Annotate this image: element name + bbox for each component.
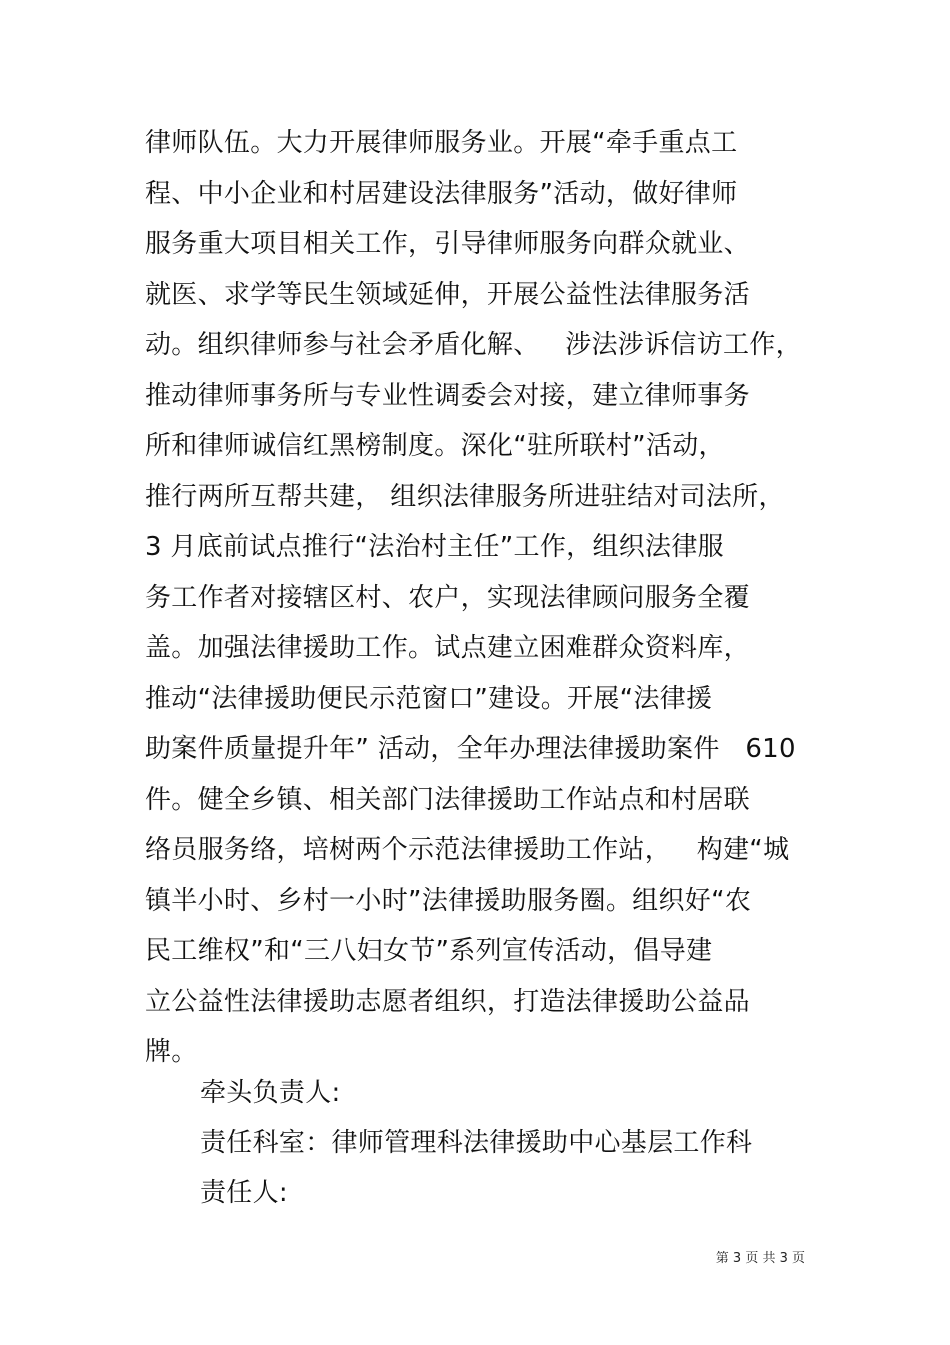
paragraph-line: 律师队伍。大力开展律师服务业。开展“牵手重点工 [145, 128, 738, 158]
paragraph-line: 络员服务络，培树两个示范法律援助工作站， 构建“城 [145, 835, 790, 865]
paragraph-line: 推行两所互帮共建， 组织法律服务所进驻结对司法所， [145, 481, 785, 512]
paragraph-line: 助案件质量提升年” 活动，全年办理法律援助案件 610 [145, 734, 796, 764]
paragraph-line: 3 月底前试点推行“法治村主任”工作，组织法律服 [145, 532, 724, 562]
paragraph-line: 立公益性法律援助志愿者组织，打造法律援助公益品 [145, 986, 750, 1017]
paragraph-line: 所和律师诚信红黑榜制度。深化“驻所联村”活动， [145, 431, 725, 461]
paragraph-line: 牌。 [145, 1037, 198, 1067]
responsible-department-line: 责任科室：律师管理科法律援助中心基层工作科 [200, 1128, 753, 1158]
responsibility-block [200, 1068, 840, 1218]
paragraph-line: 盖。加强法律援助工作。试点建立困难群众资料库， [145, 633, 750, 663]
paragraph-line: 镇半小时、乡村一小时”法律援助服务圈。组织好“农 [145, 885, 752, 916]
lead-person-label: 牵头负责人: [200, 1078, 341, 1108]
paragraph-line: 动。组织律师参与社会矛盾化解、 涉法涉诉信访工作， [145, 330, 802, 360]
paragraph-line: 就医、求学等民生领域延伸，开展公益性法律服务活 [145, 279, 750, 310]
paragraph-line: 程、中小企业和村居建设法律服务”活动，做好律师 [145, 178, 738, 209]
paragraph-line: 民工维权”和“三八妇女节”系列宣传活动，倡导建 [145, 936, 713, 966]
paragraph-line: 推动“法律援助便民示范窗口”建设。开展“法律援 [145, 683, 713, 714]
page-number-footer: 第 3 页 共 3 页 [715, 1251, 805, 1266]
paragraph-line: 服务重大项目相关工作，引导律师服务向群众就业、 [145, 229, 750, 259]
paragraph-line: 件。健全乡镇、相关部门法律援助工作站点和村居联 [145, 784, 750, 815]
body-paragraph [145, 118, 825, 1078]
paragraph-line: 务工作者对接辖区村、农户，实现法律顾问服务全覆 [145, 582, 750, 613]
paragraph-line: 推动律师事务所与专业性调委会对接，建立律师事务 [145, 380, 750, 411]
responsible-person-label: 责任人: [200, 1178, 288, 1208]
